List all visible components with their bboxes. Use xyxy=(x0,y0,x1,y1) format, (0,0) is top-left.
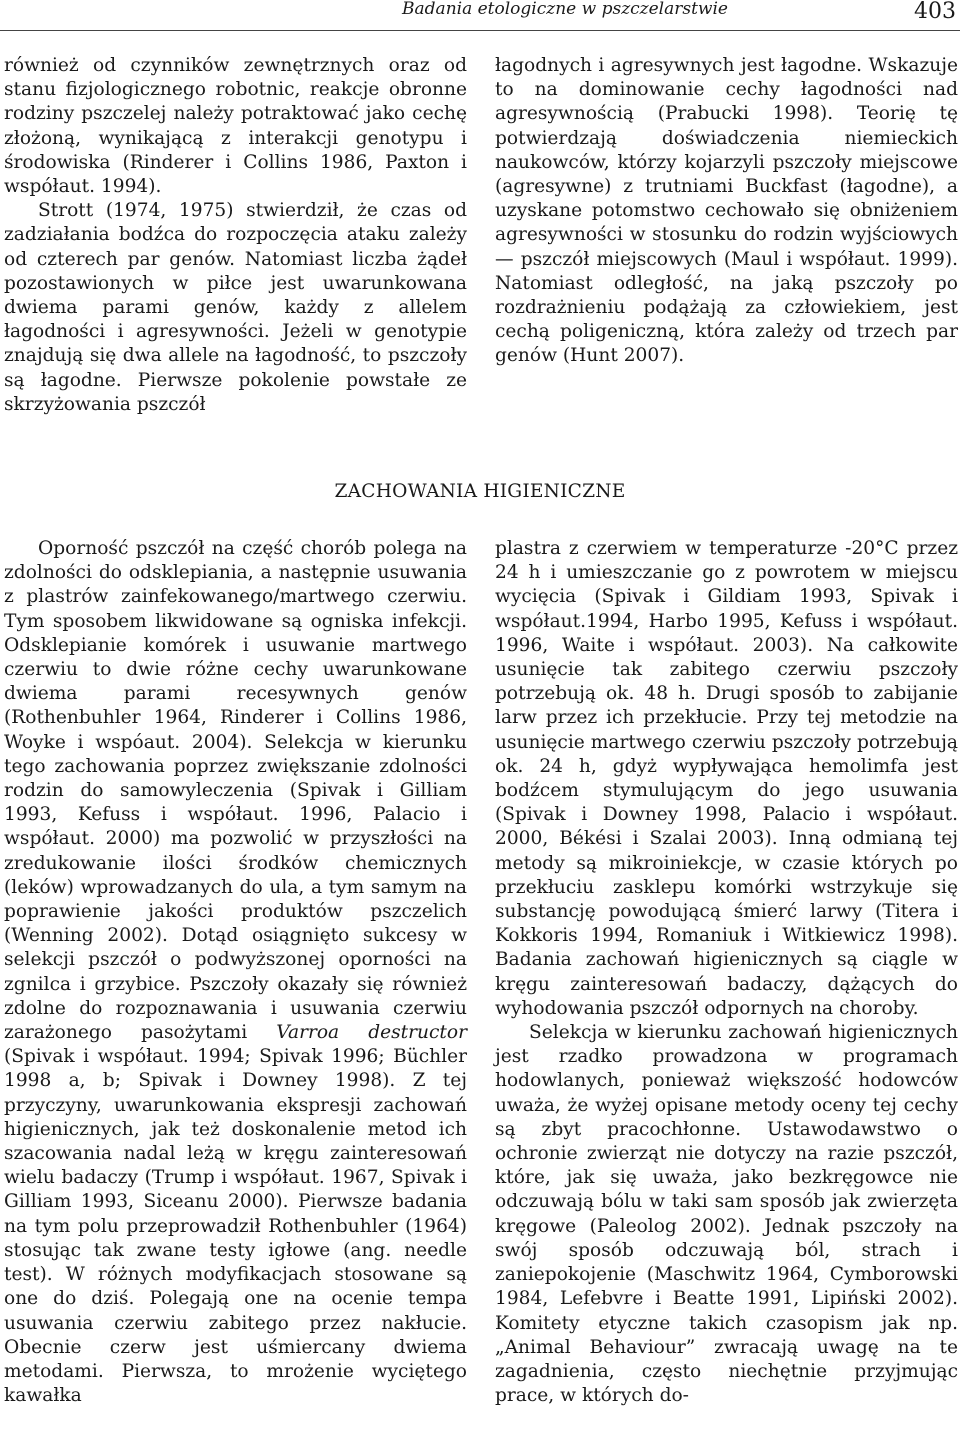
paragraph: Strott (1974, 1975) stwierdził, że czas od zadziałania bodźca do rozpoczęcia ataku zależy od czterech par genów. Natomiast liczba żądeł pozostawionych w piłce jest uwarunkowana dwiema parami genów, każdy z allelem łagodności i agresywności. Jeżeli w genotypie znajdują się dwa allele na łagodność, to pszczoły są łagodne. Pierwsze pokolenie powstałe ze skrzyżowania pszczół xyxy=(4,200,467,415)
text-column-top-left xyxy=(4,54,467,417)
species-name: Varroa destructor xyxy=(276,1022,467,1044)
running-title: Badania etologiczne w pszczelarstwie xyxy=(402,0,728,19)
paragraph: Selekcja w kierunku zachowań higienicznych jest rzadko prowadzona w programach hodowlanych, ponieważ większość hodowców uważa, że wyżej opisane metody oceny tej cechy są zbyt pracochłonne. Ustawodawstwo o ochronie zwierząt nie dotyczy na razie pszczół, które, jak się uważa, jako bezkręgowce nie odczuwają bólu w taki sam sposób jak zwierzęta kręgowe (Paleolog 2002). Jednak pszczoły na swój sposób odczuwają ból, strach i zaniepokojenie (Maschwitz 1964, Cymborowski 1984, Lefebvre i Beatte 1991, Lipiński 2002). Komitety etyczne takich czasopism jak np. „Animal Behaviour” zwracają uwagę na te zagadnienia, często niechętnie przyjmując prace, w których do- xyxy=(495,1022,958,1407)
page-number: 403 xyxy=(914,0,956,24)
page-header xyxy=(0,0,960,31)
paragraph: również od czynników zewnętrznych oraz od stanu fizjologicznego robotnic, reakcje obronne rodziny pszczelej należy potraktować jako cechę złożoną, wynikającą z interakcji genotypu i środowiska (Rinderer i Collins 1986, Paxton i współaut. 1994). xyxy=(4,55,467,198)
paragraph xyxy=(4,537,467,1408)
paragraph: łagodnych i agresywnych jest łagodne. Wskazuje to na dominowanie cechy łagodności nad agresywnością (Prabucki 1998). Teorię tę potwierdzają doświadczenia niemieckich naukowców, którzy kojarzyli pszczoły miejscowe (agresywne) z trutniami Buckfast (łagodne), a uzyskane potomstwo cechowało się obniżeniem agresywności w stosunku do rodzin wyjściowych — pszczół miejscowych (Maul i współaut. 1999). Natomiast odległość, na jaką pszczoły po rozdrażnieniu podążają za człowiekiem, jest cechą poligeniczną, która zależy od trzech par genów (Hunt 2007). xyxy=(495,55,958,367)
paragraph-text: (Spivak i współaut. 1994; Spivak 1996; Büchler 1998 a, b; Spivak i Downey 1998). Z tej przyczyny, uwarunkowania ekspresji zachowań higienicznych, jak też doskonalenie metod ich szacowania nadal leżą w kręgu zainteresowań wielu badaczy (Trump i współaut. 1967, Spivak i Gilliam 1993, Siceanu 2000). Pierwsze badania na tym polu przeprowadził Rothenbuhler (1964) stosując tak zwane testy igłowe (ang. needle test). W różnych modyfikacjach stosowane są one do dziś. Polegają one na ocenie tempa usuwania czerwiu zabitego przez nakłucie. Obecnie czerw jest uśmiercany dwiema metodami. Pierwsza, to mrożenie wyciętego kawałka xyxy=(4,1046,467,1407)
text-column-top-right xyxy=(495,54,958,369)
paragraph: plastra z czerwiem w temperaturze -20°C przez 24 h i umieszczanie go z powrotem w miejscu wycięcia (Spivak i Gildiam 1993, Spivak i współaut.1994, Harbo 1995, Kefuss i współaut. 1996, Waite i współaut. 2003). Na całkowite usunięcie tak zabitego czerwiu pszczoły potrzebują ok. 48 h. Drugi sposób to zabijanie larw przez ich przekłucie. Przy tej metodzie na usunięcie martwego czerwiu pszczoły potrzebują ok. 24 h, gdyż wypływająca hemolimfa jest bodźcem stymulującym do jego usuwania (Spivak i Downey 1998, Palacio i współaut. 2000, Békési i Szalai 2003). Inną odmianą tej metody są mikroiniekcje, w czasie których po przekłuciu zasklepu komórki wstrzykuje się substancję powodującą śmierć larwy (Titera i Kokkoris 1994, Romaniuk i Witkiewicz 1998). Badania zachowań higienicznych są ciągle w kręgu zainteresowań badaczy, dążących do wyhodowania pszczół odpornych na choroby. xyxy=(495,538,958,1019)
section-heading: ZACHOWANIA HIGIENICZNE xyxy=(334,481,626,502)
text-column-bottom-left xyxy=(4,537,467,1408)
text-column-bottom-right xyxy=(495,537,958,1408)
paragraph-text: Oporność pszczół na część chorób polega na zdolności do odsklepiania, a następnie usuwania z plastrów zainfekowanego/martwego czerwiu. Tym sposobem likwidowane są ogniska infekcji. Odsklepianie komórek i usuwanie martwego czerwiu to dwie różne cechy uwarunkowane dwiema parami recesywnych genów (Rothenbuhler 1964, Rinderer i Collins 1986, Woyke i wspóaut. 2004). Selekcja w kierunku tego zachowania poprzez zwiększanie zdolności rodzin do samowyleczenia (Spivak i Gilliam 1993, Kefuss i współaut. 1996, Palacio i współaut. 2000) ma pozwolić w przyszłości na zredukowanie ilości środków chemicznych (leków) wprowadzanych do ula, a tym samym na poprawienie jakości produktów pszczelich (Wenning 2002). Dotąd osiągnięto sukcesy w selekcji pszczół o podwyższonej oporności na zgnilca i grzybice. Pszczoły okazały się również zdolne do rozpoznawania i usuwania czerwiu zarażonego pasożytami xyxy=(4,538,467,1044)
